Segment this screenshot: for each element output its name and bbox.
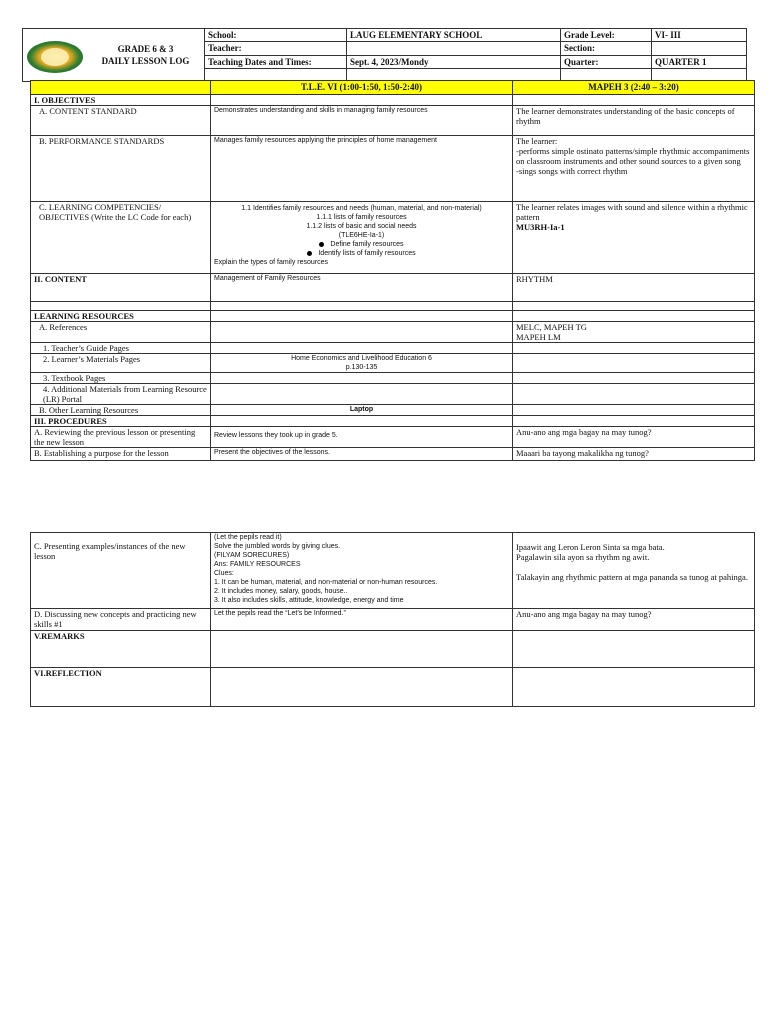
- grade-title: GRADE 6 & 3: [117, 44, 174, 54]
- objectives-heading: I. OBJECTIVES: [31, 95, 211, 106]
- learning-resources-heading: LEARNING RESOURCES: [31, 311, 211, 322]
- remarks-heading: V.REMARKS: [31, 631, 211, 668]
- school-label: School:: [205, 29, 347, 42]
- teacher-label: Teacher:: [205, 42, 347, 55]
- school-logo: [23, 37, 87, 73]
- learners-materials-tle: Home Economics and Livelihood Education 6 p.130-135: [211, 354, 513, 373]
- comp-mapeh-code: MU3RH-Ia-1: [516, 222, 565, 232]
- comp-tle-2: 1.1.1 lists of family resources: [316, 214, 407, 221]
- column-header-tle: T.L.E. VI (1:00-1:50, 1:50-2:40): [211, 81, 513, 95]
- learners-materials-label: 2. Learner’s Materials Pages: [31, 354, 211, 373]
- log-title: DAILY LESSON LOG: [101, 56, 190, 66]
- reflection-heading: VI.REFLECTION: [31, 668, 211, 707]
- comp-tle-3: 1.1.2 lists of basic and social needs: [306, 223, 417, 230]
- performance-mapeh: The learner: -performs simple ostinato patterns/simple rhythmic accompaniments on classroom instruments and other sound sources to a given song -sings songs with correct rhythm: [513, 136, 755, 202]
- comp-tle-6: Identify lists of family resources: [318, 250, 416, 257]
- presenting-label-text: C. Presenting examples/instances of the new lesson: [34, 541, 186, 561]
- dates-label: Teaching Dates and Times:: [205, 55, 347, 68]
- establishing-tle: Present the objectives of the lessons.: [211, 448, 513, 461]
- content-standard-label: A. CONTENT STANDARD: [31, 106, 211, 136]
- lesson-log-table: [30, 80, 755, 461]
- content-mapeh: RHYTHM: [513, 274, 755, 302]
- let-read-note: (Let the pepils read it): [214, 534, 282, 541]
- quarter-label: Quarter:: [561, 55, 652, 68]
- competencies-mapeh: [513, 202, 755, 274]
- textbook-label: 3. Textbook Pages: [31, 373, 211, 384]
- presenting-tle-text: Solve the jumbled words by giving clues. (FILYAM SORECURES) Ans: FAMILY RESOURCES Clues: 1. It can be human, material, and non-material or non-human resources. 2. It includes money, salary, goods, house.. 3. It also includes skills, attitude, knowledge, energy and time: [214, 543, 438, 604]
- header-title-cell: [23, 29, 205, 82]
- competencies-tle: [211, 202, 513, 274]
- column-header-mapeh: MAPEH 3 (2:40 – 3:20): [513, 81, 755, 95]
- grade-level-label: Grade Level:: [561, 29, 652, 42]
- quarter-value: QUARTER 1: [652, 55, 747, 68]
- discussing-tle: Let the pepils read the “Let’s be Informed.”: [211, 609, 513, 631]
- dates-value: Sept. 4, 2023/Mondy: [347, 55, 561, 68]
- additional-materials-label: 4. Additional Materials from Learning Resource (LR) Portal: [31, 384, 211, 405]
- other-resources-tle: Laptop: [211, 405, 513, 416]
- lesson-log-table-continued: [30, 532, 755, 707]
- comp-tle-4: (TLE6HE-Ia-1): [338, 232, 385, 239]
- references-mapeh: MELC, MAPEH TG MAPEH LM: [513, 322, 755, 343]
- performance-tle: Manages family resources applying the principles of home management: [211, 136, 513, 202]
- other-resources-label: B. Other Learning Resources: [31, 405, 211, 416]
- procedures-heading: III. PROCEDURES: [31, 416, 211, 427]
- comp-tle-7: Explain the types of family resources: [214, 259, 328, 266]
- discussing-mapeh: Anu-ano ang mga bagay na may tunog?: [513, 609, 755, 631]
- teacher-value: [347, 42, 561, 55]
- presenting-mapeh-text: Ipaawit ang Leron Leron Sinta sa mga bata. Pagalawin sila ayon sa rhythm ng awit. Talakayin ang rhythmic pattern at mga pananda sa tunog at pahinga.: [516, 542, 748, 582]
- content-heading: II. CONTENT: [31, 274, 211, 302]
- establishing-label: B. Establishing a purpose for the lesson: [31, 448, 211, 461]
- content-standard-mapeh: The learner demonstrates understanding of the basic concepts of rhythm: [513, 106, 755, 136]
- presenting-mapeh: [513, 533, 755, 609]
- reviewing-tle: Review lessons they took up in grade 5.: [211, 427, 513, 448]
- section-label: Section:: [561, 42, 652, 55]
- teachers-guide-label: 1. Teacher’s Guide Pages: [31, 343, 211, 354]
- school-value: LAUG ELEMENTARY SCHOOL: [347, 29, 561, 42]
- reviewing-mapeh: Anu-ano ang mga bagay na may tunog?: [513, 427, 755, 448]
- bullet-icon: [307, 251, 312, 256]
- grade-level-value: VI- III: [652, 29, 747, 42]
- comp-tle-5: Define family resources: [330, 241, 404, 248]
- discussing-label: D. Discussing new concepts and practicing new skills #1: [31, 609, 211, 631]
- presenting-tle: [211, 533, 513, 609]
- presenting-label: [31, 533, 211, 609]
- comp-mapeh: The learner relates images with sound and silence within a rhythmic pattern: [516, 202, 748, 222]
- performance-standards-label: B. PERFORMANCE STANDARDS: [31, 136, 211, 202]
- comp-tle-1: 1.1 Identifies family resources and needs (human, material, and non-material): [241, 205, 482, 212]
- header-table: [22, 28, 747, 82]
- reviewing-label: A. Reviewing the previous lesson or presenting the new lesson: [31, 427, 211, 448]
- section-value: [652, 42, 747, 55]
- references-label: A. References: [31, 322, 211, 343]
- bullet-icon: [319, 242, 324, 247]
- establishing-mapeh: Maaari ba tayong makalikha ng tunog?: [513, 448, 755, 461]
- content-tle: Management of Family Resources: [211, 274, 513, 302]
- competencies-label: C. LEARNING COMPETENCIES/ OBJECTIVES (Write the LC Code for each): [31, 202, 211, 274]
- content-standard-tle: Demonstrates understanding and skills in managing family resources: [211, 106, 513, 136]
